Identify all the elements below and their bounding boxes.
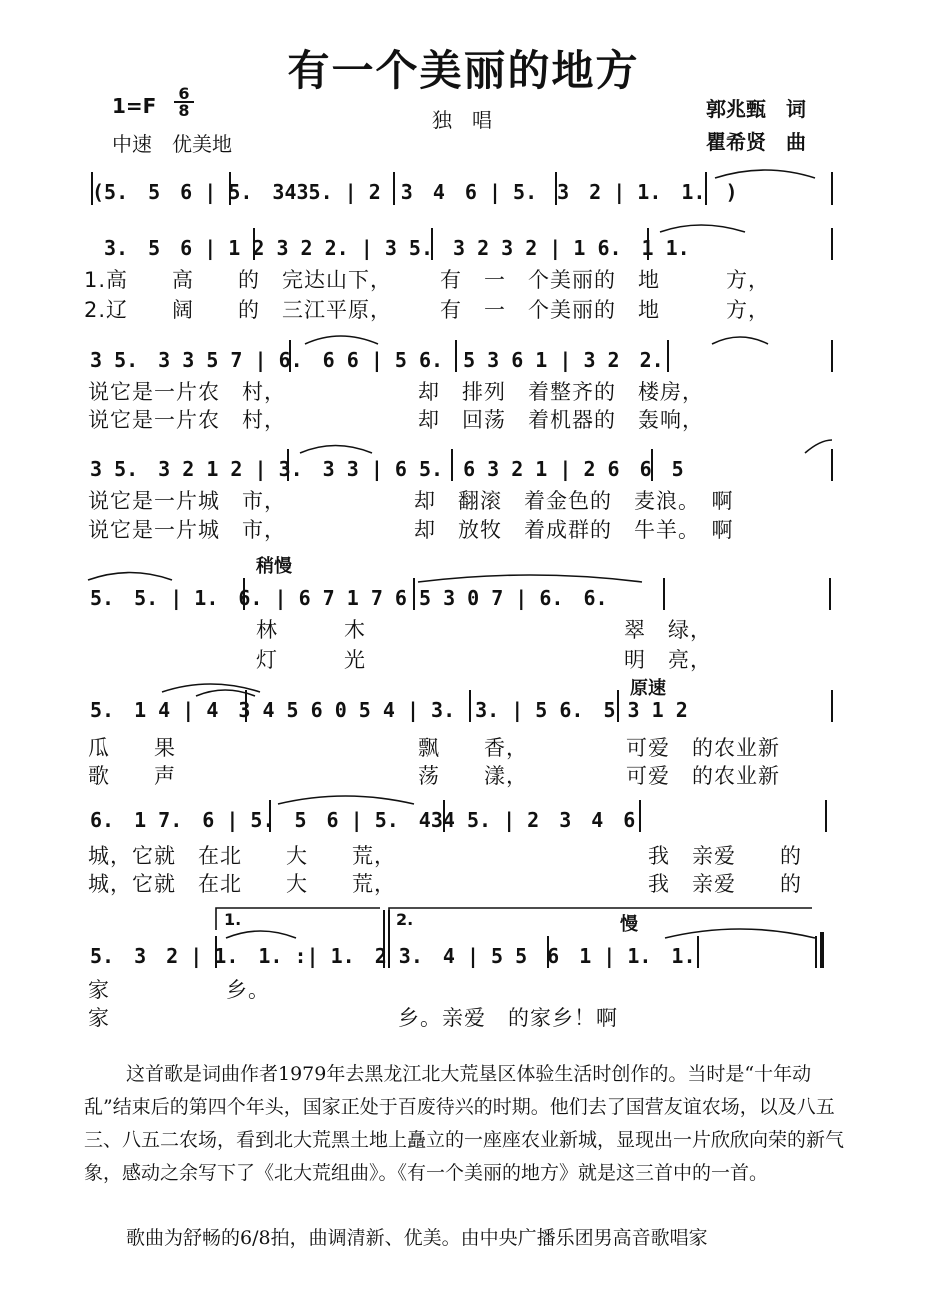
tempo-mark-slower: 稍慢 (256, 556, 292, 577)
notation-row-4: 3 5. 3 2 1 2 | 3. 3 3 | 6 5. 6 3 2 1 | 2 6 6 5 (90, 457, 684, 481)
lyric-line: 说它是一片农 村， (88, 408, 286, 432)
lyric-line: 可爱 的农业新 (626, 764, 780, 788)
lyric-line: 说它是一片城 市， (88, 489, 286, 513)
lyric-line: 2.辽 阔 的 三江平原， (84, 298, 393, 322)
slur (660, 225, 745, 232)
composer-credit: 瞿希贤 曲 (706, 130, 806, 154)
lyric-line: 歌 声 (88, 764, 176, 788)
description-paragraph: 歌曲为舒畅的6/8拍，曲调清新、优美。由中央广播乐团男高音歌唱家 (126, 1227, 708, 1249)
notation-row-8: 5. 3 2 | 1. 1. :| 1. 2 3. 4 | 5 5 6 1 | 1. 1. (90, 944, 696, 968)
notation-row-5: 5. 5. | 1. 6. | 6 7 1 7 6 5 3 0 7 | 6. 6. (90, 586, 608, 610)
time-denominator: 8 (174, 101, 194, 118)
slur (226, 931, 296, 938)
lyric-line: 却 翻滚 着金色的 麦浪。 啊 (414, 489, 734, 513)
lyric-line: 城，它就 在北 大 荒， (88, 844, 396, 868)
lyric-line: 有 一 个美丽的 地 方， (440, 268, 770, 292)
volta-2-label: 2. (396, 910, 414, 929)
lyric-line: 翠 绿， (624, 618, 712, 642)
lyric-line: 乡。亲爱 的家乡！啊 (398, 1006, 618, 1030)
slur (305, 336, 378, 344)
lyricist-credit: 郭兆甄 词 (706, 97, 806, 121)
lyric-line: 家 (88, 978, 110, 1002)
slur (278, 796, 414, 804)
notation-row-2: 3. 5 6 | 1 2 3 2 2. | 3 5. 3 2 3 2 | 1 6. 1 1. (104, 236, 690, 260)
lyric-line: 1.高 高 的 完达山下， (84, 268, 393, 292)
time-numerator: 6 (178, 84, 190, 103)
slur (418, 575, 642, 582)
slur (805, 440, 832, 453)
tempo-marking: 中速 优美地 (112, 132, 232, 156)
lyric-line: 林 木 (256, 618, 366, 642)
lyric-line: 却 排列 着整齐的 楼房， (418, 380, 704, 404)
lyric-line: 家 (88, 1006, 110, 1030)
slur (88, 573, 172, 581)
slur (712, 337, 768, 344)
lyric-line: 我 亲爱 的 (648, 872, 802, 896)
lyric-line: 明 亮， (624, 648, 712, 672)
notation-row-6: 5. 1 4 | 4 3 4 5 6 0 5 4 | 3. 3. | 5 6. 5 3 1 2 (90, 698, 688, 722)
lyric-line: 有 一 个美丽的 地 方， (440, 298, 770, 322)
lyric-line: 说它是一片城 市， (88, 518, 286, 542)
lyric-line: 说它是一片农 村， (88, 380, 286, 404)
lyric-line: 乡。 (226, 978, 270, 1002)
lyric-line: 飘 香， (418, 736, 528, 760)
lyric-line: 却 放牧 着成群的 牛羊。 啊 (414, 518, 734, 542)
tempo-mark-original: 原速 (630, 678, 666, 699)
notation-row-3: 3 5. 3 3 5 7 | 6. 6 6 | 5 6. 5 3 6 1 | 3 2 2. (90, 348, 664, 372)
notation-row-7: 6. 1 7. 6 | 5. 5 6 | 5. 434 5. | 2 3 4 6 (90, 808, 636, 832)
tempo-mark-slow: 慢 (620, 914, 638, 935)
slur (300, 446, 372, 454)
performance-type: 独 唱 (432, 108, 492, 132)
key-signature: 1=F (112, 94, 157, 118)
lyric-line: 却 回荡 着机器的 轰响， (418, 408, 704, 432)
slur (665, 929, 815, 938)
volta-bracket (389, 908, 812, 930)
lyric-line: 城，它就 在北 大 荒， (88, 872, 396, 896)
lyric-line: 荡 漾， (418, 764, 528, 788)
lyric-line: 可爱 的农业新 (626, 736, 780, 760)
lyric-line: 我 亲爱 的 (648, 844, 802, 868)
lyric-line: 灯 光 (256, 648, 366, 672)
lyric-line: 瓜 果 (88, 736, 176, 760)
description-paragraph: 这首歌是词曲作者1979年去黑龙江北大荒垦区体验生活时创作的。当时是“十年动乱”结束后的第四个年头，国家正处于百废待兴的时期。他们去了国营友谊农场，以及八五三、八五二农场，看到北大荒黑土地上矗立的一座座农业新城，显现出一片欣欣向荣的新气象，感动之余写下了《北大荒组曲》。《有一个美丽的地方》就是这三首中的一首。 (84, 1063, 845, 1184)
volta-1-label: 1. (224, 910, 242, 929)
notation-row-1: (5. 5 6 | 5. 3435. | 2 3 4 6 | 5. 3 2 | 1. 1. ) (92, 180, 738, 204)
song-title: 有一个美丽的地方 (287, 46, 640, 95)
